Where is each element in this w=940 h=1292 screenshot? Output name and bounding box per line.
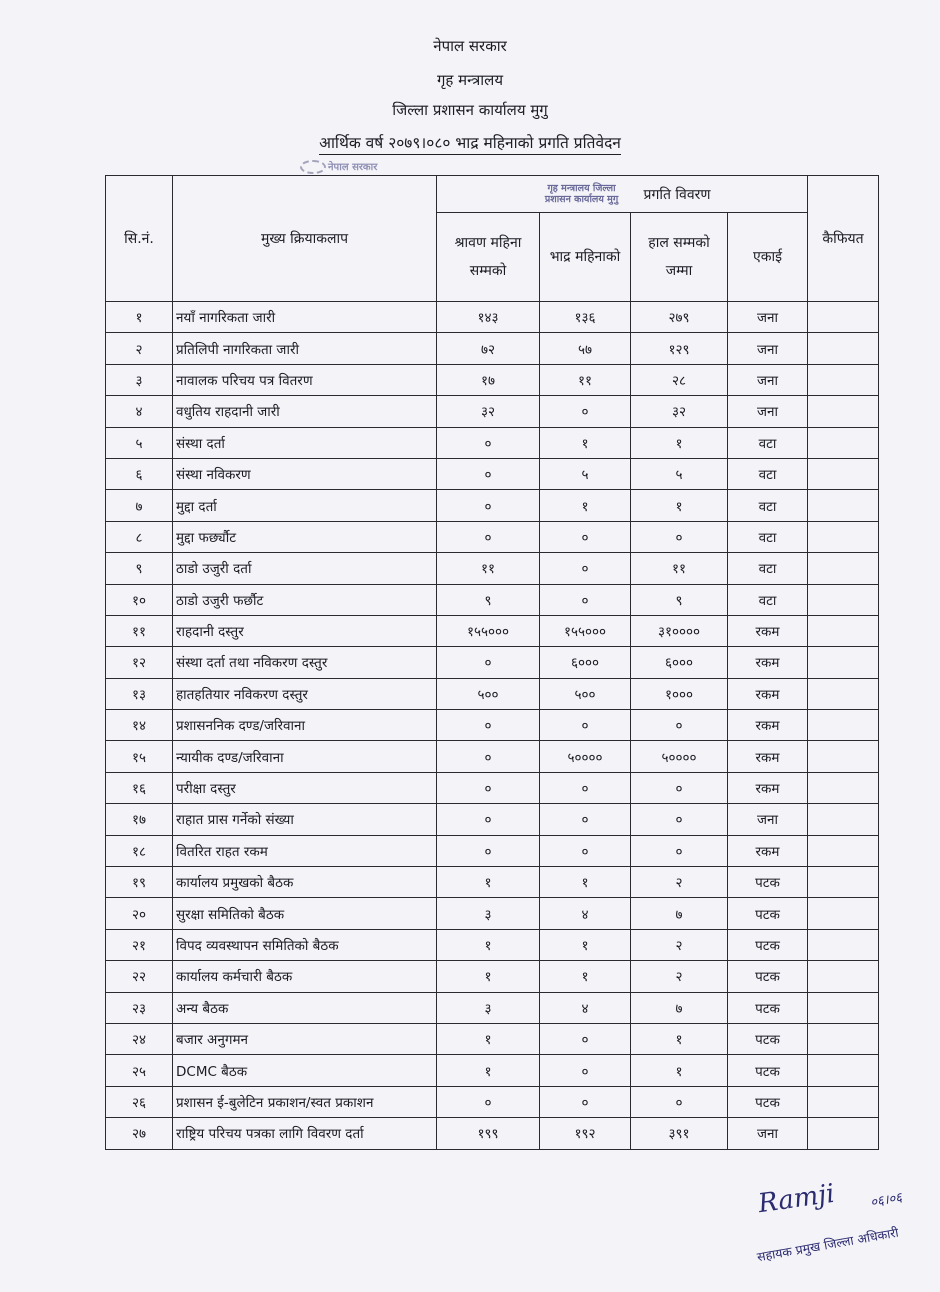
cell-unit: रकम [728, 647, 808, 678]
table-row [106, 458, 879, 489]
cell-bhadra: ० [540, 1055, 631, 1086]
cell-activity: प्रशासननिक दण्ड/जरिवाना [173, 710, 437, 741]
header-shrawan: श्रावण महिना सम्मको [437, 213, 540, 302]
cell-activity: DCMC बैठक [173, 1055, 437, 1086]
cell-shrawan: ० [437, 772, 540, 803]
cell-shrawan: १७ [437, 364, 540, 395]
ministry-name: गृह मन्त्रालय [436, 71, 504, 89]
cell-remarks [808, 396, 879, 427]
cell-shrawan: १४३ [437, 302, 540, 333]
cell-total: ९ [631, 584, 728, 615]
cell-serial: २० [106, 898, 173, 929]
cell-unit: वटा [728, 584, 808, 615]
header-unit: एकाई [728, 213, 808, 302]
header-progress-group [437, 176, 808, 213]
cell-serial: ५ [106, 427, 173, 458]
cell-bhadra: ० [540, 835, 631, 866]
cell-activity: सुरक्षा समितिको बैठक [173, 898, 437, 929]
cell-shrawan: ७२ [437, 333, 540, 364]
cell-unit: जना [728, 302, 808, 333]
cell-shrawan: ११ [437, 553, 540, 584]
cell-bhadra: १ [540, 929, 631, 960]
cell-remarks [808, 961, 879, 992]
cell-bhadra: ६००० [540, 647, 631, 678]
cell-unit: जना [728, 333, 808, 364]
header-progress-group-label: प्रगति विवरण [643, 186, 711, 203]
cell-shrawan: १९९ [437, 1118, 540, 1149]
cell-unit: पटक [728, 1023, 808, 1054]
cell-bhadra: ० [540, 804, 631, 835]
table-row [106, 396, 879, 427]
cell-serial: १ [106, 302, 173, 333]
cell-total: २ [631, 929, 728, 960]
cell-remarks [808, 521, 879, 552]
cell-bhadra: १९२ [540, 1118, 631, 1149]
cell-shrawan: ० [437, 490, 540, 521]
cell-remarks [808, 615, 879, 646]
cell-shrawan: ० [437, 427, 540, 458]
cell-unit: रकम [728, 772, 808, 803]
table-row [106, 992, 879, 1023]
table-row [106, 521, 879, 552]
cell-remarks [808, 1055, 879, 1086]
cell-bhadra: १ [540, 961, 631, 992]
table-row [106, 867, 879, 898]
table-row [106, 1086, 879, 1117]
cell-activity: प्रशासन ई-बुलेटिन प्रकाशन/स्वत प्रकाशन [173, 1086, 437, 1117]
cell-shrawan: ३ [437, 992, 540, 1023]
cell-remarks [808, 364, 879, 395]
cell-shrawan: १ [437, 961, 540, 992]
cell-remarks [808, 835, 879, 866]
cell-unit: जना [728, 364, 808, 395]
cell-bhadra: ० [540, 772, 631, 803]
cell-activity: अन्य बैठक [173, 992, 437, 1023]
cell-remarks [808, 804, 879, 835]
cell-serial: १६ [106, 772, 173, 803]
cell-unit: पटक [728, 929, 808, 960]
cell-shrawan: १ [437, 1023, 540, 1054]
cell-bhadra: ५ [540, 458, 631, 489]
cell-serial: २३ [106, 992, 173, 1023]
cell-serial: ४ [106, 396, 173, 427]
cell-activity: वितरित राहत रकम [173, 835, 437, 866]
cell-bhadra: ० [540, 553, 631, 584]
cell-serial: ८ [106, 521, 173, 552]
cell-serial: ६ [106, 458, 173, 489]
cell-total: ३१०००० [631, 615, 728, 646]
cell-activity: नयाँ नागरिकता जारी [173, 302, 437, 333]
cell-activity: राहात प्रास गर्नेको संख्या [173, 804, 437, 835]
cell-bhadra: १ [540, 490, 631, 521]
cell-shrawan: १ [437, 867, 540, 898]
cell-bhadra: ० [540, 521, 631, 552]
cell-activity: न्यायीक दण्ड/जरिवाना [173, 741, 437, 772]
cell-total: १ [631, 1055, 728, 1086]
cell-shrawan: १ [437, 1055, 540, 1086]
table-row [106, 584, 879, 615]
stamp-text-group [328, 159, 381, 173]
cell-unit: वटा [728, 553, 808, 584]
table-row [106, 772, 879, 803]
cell-serial: २५ [106, 1055, 173, 1086]
cell-remarks [808, 427, 879, 458]
cell-total: १ [631, 490, 728, 521]
cell-activity: हातहतियार नविकरण दस्तुर [173, 678, 437, 709]
cell-total: ५ [631, 458, 728, 489]
cell-total: २८ [631, 364, 728, 395]
cell-serial: ३ [106, 364, 173, 395]
cell-bhadra: ० [540, 396, 631, 427]
cell-activity: ठाडो उजुरी दर्ता [173, 553, 437, 584]
cell-bhadra: १ [540, 867, 631, 898]
cell-remarks [808, 710, 879, 741]
stamp-text: नेपाल सरकार [328, 162, 378, 173]
cell-remarks [808, 647, 879, 678]
cell-bhadra: ० [540, 1023, 631, 1054]
cell-shrawan: ० [437, 804, 540, 835]
cell-remarks [808, 553, 879, 584]
cell-activity: नावालक परिचय पत्र वितरण [173, 364, 437, 395]
cell-total: २ [631, 867, 728, 898]
header-bhadra: भाद्र महिनाको [540, 213, 631, 302]
cell-unit: जना [728, 396, 808, 427]
cell-unit: पटक [728, 992, 808, 1023]
cell-unit: जना [728, 1118, 808, 1149]
report-title [0, 131, 940, 153]
cell-total: ० [631, 835, 728, 866]
cell-bhadra: ५७ [540, 333, 631, 364]
cell-remarks [808, 992, 879, 1023]
cell-activity: राष्ट्रिय परिचय पत्रका लागि विवरण दर्ता [173, 1118, 437, 1149]
table-row [106, 710, 879, 741]
cell-unit: रकम [728, 741, 808, 772]
cell-total: ० [631, 804, 728, 835]
cell-activity: राहदानी दस्तुर [173, 615, 437, 646]
cell-bhadra: ५०००० [540, 741, 631, 772]
cell-unit: पटक [728, 898, 808, 929]
cell-unit: पटक [728, 867, 808, 898]
cell-remarks [808, 1086, 879, 1117]
cell-shrawan: ० [437, 835, 540, 866]
cell-bhadra: ० [540, 1086, 631, 1117]
cell-remarks [808, 1023, 879, 1054]
table-row [106, 490, 879, 521]
cell-remarks [808, 772, 879, 803]
cell-bhadra: १ [540, 427, 631, 458]
cell-total: ० [631, 521, 728, 552]
cell-total: ५०००० [631, 741, 728, 772]
table-row [106, 553, 879, 584]
cell-bhadra: ४ [540, 992, 631, 1023]
cell-unit: रकम [728, 710, 808, 741]
cell-activity: कार्यालय प्रमुखको बैठक [173, 867, 437, 898]
table-row [106, 333, 879, 364]
cell-remarks [808, 678, 879, 709]
cell-total: २ [631, 961, 728, 992]
progress-table [105, 175, 879, 1150]
header-serial: सि.नं. [106, 176, 173, 302]
cell-unit: पटक [728, 961, 808, 992]
cell-total: ० [631, 1086, 728, 1117]
cell-shrawan: ० [437, 647, 540, 678]
cell-serial: २२ [106, 961, 173, 992]
cell-unit: रकम [728, 835, 808, 866]
cell-remarks [808, 333, 879, 364]
table-row [106, 678, 879, 709]
cell-remarks [808, 302, 879, 333]
table-row [106, 427, 879, 458]
cell-total: ० [631, 772, 728, 803]
cell-remarks [808, 1118, 879, 1149]
cell-total: ३२ [631, 396, 728, 427]
report-title-text: आर्थिक वर्ष २०७९।०८० भाद्र महिनाको प्रगति प्रतिवेदन [319, 134, 621, 155]
cell-activity: ठाडो उजुरी फर्छौट [173, 584, 437, 615]
cell-serial: २७ [106, 1118, 173, 1149]
cell-shrawan: ० [437, 458, 540, 489]
table-row [106, 835, 879, 866]
signature-name: Ramji [756, 1178, 837, 1220]
cell-serial: १७ [106, 804, 173, 835]
cell-unit: वटा [728, 521, 808, 552]
cell-activity: वधुतिय राहदानी जारी [173, 396, 437, 427]
cell-shrawan: ० [437, 521, 540, 552]
cell-total: ० [631, 710, 728, 741]
cell-serial: १२ [106, 647, 173, 678]
cell-shrawan: ५०० [437, 678, 540, 709]
cell-unit: वटा [728, 427, 808, 458]
cell-total: १२९ [631, 333, 728, 364]
table-row [106, 804, 879, 835]
office-stamp [300, 160, 430, 172]
cell-bhadra: १५५००० [540, 615, 631, 646]
table-row [106, 1023, 879, 1054]
cell-total: १ [631, 1023, 728, 1054]
table-row [106, 1055, 879, 1086]
cell-total: १ [631, 427, 728, 458]
cell-remarks [808, 867, 879, 898]
cell-serial: २ [106, 333, 173, 364]
cell-total: ६००० [631, 647, 728, 678]
cell-activity: संस्था दर्ता तथा नविकरण दस्तुर [173, 647, 437, 678]
cell-activity: परीक्षा दस्तुर [173, 772, 437, 803]
cell-serial: १८ [106, 835, 173, 866]
cell-unit: वटा [728, 490, 808, 521]
stamp-emblem-icon [300, 160, 326, 174]
cell-serial: १० [106, 584, 173, 615]
cell-serial: २१ [106, 929, 173, 960]
cell-remarks [808, 584, 879, 615]
cell-remarks [808, 929, 879, 960]
cell-remarks [808, 458, 879, 489]
cell-total: ७ [631, 898, 728, 929]
cell-shrawan: ० [437, 1086, 540, 1117]
stamp-text-inline: गृह मन्त्रालय जिल्ला प्रशासन कार्यालय मुगु [544, 183, 619, 205]
cell-activity: संस्था दर्ता [173, 427, 437, 458]
cell-activity: विपद व्यवस्थापन समितिको बैठक [173, 929, 437, 960]
cell-shrawan: १५५००० [437, 615, 540, 646]
table-body [106, 302, 879, 1150]
table-row [106, 929, 879, 960]
signature-date: ०६।०६ [869, 1190, 904, 1211]
cell-shrawan: ० [437, 710, 540, 741]
cell-activity: कार्यालय कर्मचारी बैठक [173, 961, 437, 992]
cell-activity: बजार अनुगमन [173, 1023, 437, 1054]
cell-unit: रकम [728, 678, 808, 709]
cell-activity: मुद्दा फर्छ्यौट [173, 521, 437, 552]
cell-serial: ९ [106, 553, 173, 584]
cell-unit: जना [728, 804, 808, 835]
cell-unit: रकम [728, 615, 808, 646]
table-row [106, 364, 879, 395]
header-total: हाल सम्मको जम्मा [631, 213, 728, 302]
cell-bhadra: ० [540, 584, 631, 615]
signatory-designation: सहायक प्रमुख जिल्ला अधिकारी [755, 1224, 900, 1265]
header-remarks: कैफियत [808, 176, 879, 302]
cell-unit: वटा [728, 458, 808, 489]
cell-serial: १४ [106, 710, 173, 741]
cell-bhadra: १३६ [540, 302, 631, 333]
cell-remarks [808, 490, 879, 521]
cell-serial: २६ [106, 1086, 173, 1117]
cell-unit: पटक [728, 1055, 808, 1086]
cell-bhadra: ११ [540, 364, 631, 395]
cell-shrawan: १ [437, 929, 540, 960]
cell-total: १००० [631, 678, 728, 709]
cell-activity: मुद्दा दर्ता [173, 490, 437, 521]
cell-total: ३९१ [631, 1118, 728, 1149]
header-activity: मुख्य क्रियाकलाप [173, 176, 437, 302]
cell-total: २७९ [631, 302, 728, 333]
office-name: जिल्ला प्रशासन कार्यालय मुगु [392, 101, 548, 119]
cell-total: ७ [631, 992, 728, 1023]
cell-remarks [808, 741, 879, 772]
signature-block [750, 1178, 940, 1284]
cell-unit: पटक [728, 1086, 808, 1117]
cell-serial: ११ [106, 615, 173, 646]
cell-serial: १५ [106, 741, 173, 772]
cell-serial: १३ [106, 678, 173, 709]
cell-shrawan: ९ [437, 584, 540, 615]
cell-total: ११ [631, 553, 728, 584]
cell-bhadra: ५०० [540, 678, 631, 709]
cell-serial: २४ [106, 1023, 173, 1054]
cell-serial: १९ [106, 867, 173, 898]
table-row [106, 615, 879, 646]
government-name: नेपाल सरकार [433, 37, 507, 55]
cell-bhadra: ० [540, 710, 631, 741]
cell-remarks [808, 898, 879, 929]
cell-shrawan: ३ [437, 898, 540, 929]
cell-activity: प्रतिलिपी नागरिकता जारी [173, 333, 437, 364]
cell-activity: संस्था नविकरण [173, 458, 437, 489]
cell-bhadra: ४ [540, 898, 631, 929]
cell-shrawan: ३२ [437, 396, 540, 427]
cell-serial: ७ [106, 490, 173, 521]
table-row [106, 961, 879, 992]
table-row [106, 1118, 879, 1149]
table-row [106, 898, 879, 929]
table-row [106, 741, 879, 772]
table-row [106, 302, 879, 333]
table-row [106, 647, 879, 678]
cell-shrawan: ० [437, 741, 540, 772]
